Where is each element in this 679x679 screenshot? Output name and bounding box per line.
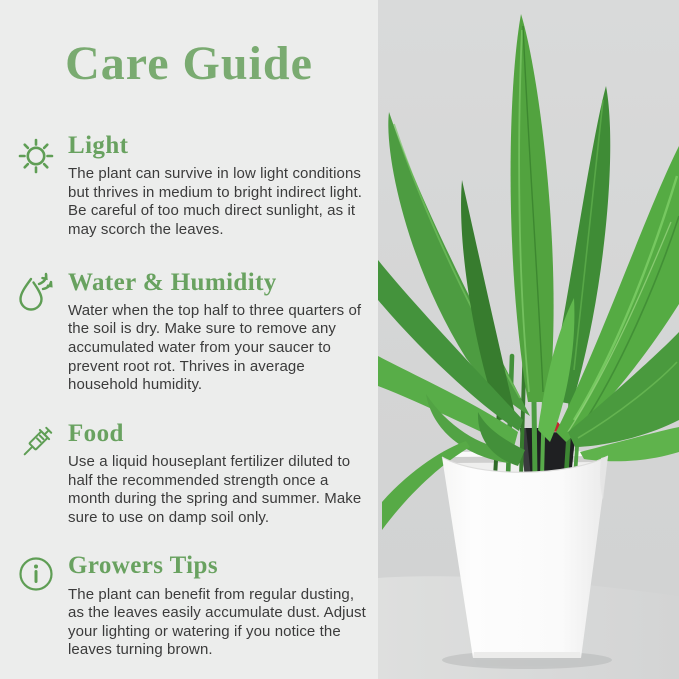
- section-food: [12, 421, 372, 528]
- syringe-icon: [12, 421, 59, 465]
- water-drop-icon: [12, 270, 59, 316]
- section-tips-body: The plant can benefit from regular dusting, as the leaves easily accumulate dust. Adjust your lighting or watering if you notice the leaves turning brown.: [68, 585, 366, 659]
- section-light: [12, 133, 372, 240]
- cast-iron-plant-illustration: [378, 0, 679, 679]
- section-food-text: [68, 421, 372, 528]
- care-sections: [12, 133, 372, 660]
- section-light-body: The plant can survive in low light conditions but thrives in medium to bright indirect light. Be careful of too much direct sunlight, as it may scorch the leaves.: [68, 165, 362, 238]
- section-water-title: Water & Humidity: [68, 268, 277, 296]
- section-water-text: [68, 270, 372, 395]
- sun-icon: [12, 133, 59, 177]
- section-food-body: Use a liquid houseplant fertilizer diluted to half the recommended strength once a month during the spring and summer. Make sure to use on damp soil only.: [68, 453, 362, 526]
- plant-photo: [378, 0, 679, 679]
- section-growers-tips: [12, 553, 372, 660]
- section-tips-text: [68, 553, 372, 660]
- section-food-title: Food: [68, 419, 124, 447]
- section-light-text: [68, 133, 372, 240]
- page-title: Care Guide: [65, 37, 313, 90]
- section-water-humidity: [12, 270, 372, 395]
- section-light-title: Light: [68, 131, 129, 159]
- info-icon: [12, 553, 59, 595]
- section-water-body: Water when the top half to three quarters of the soil is dry. Make sure to remove any accumulated water from your saucer to prevent root rot. Thrives in average household humidity.: [68, 301, 362, 394]
- section-tips-title: Growers Tips: [68, 552, 218, 580]
